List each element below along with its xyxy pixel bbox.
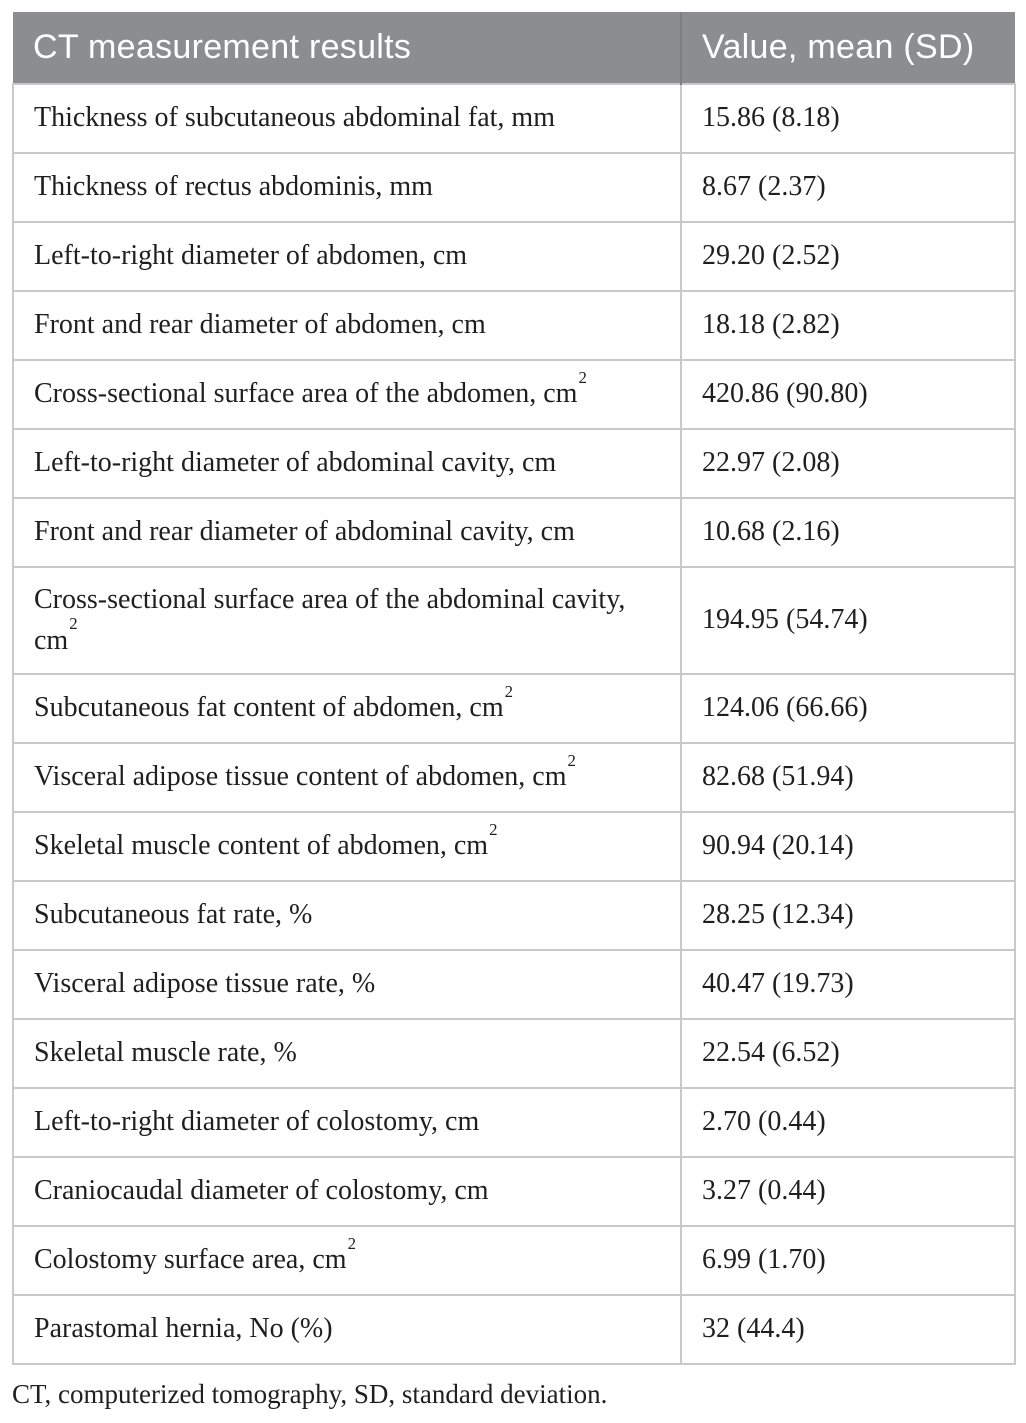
label-text: Parastomal hernia, No (%) bbox=[34, 1313, 333, 1345]
table-row bbox=[13, 1019, 1015, 1088]
table-row bbox=[13, 674, 1015, 743]
measurement-value: 29.20 (2.52) bbox=[681, 222, 1015, 291]
measurement-label bbox=[13, 674, 681, 743]
table-row bbox=[13, 291, 1015, 360]
superscript: 2 bbox=[69, 614, 78, 634]
measurement-label bbox=[13, 498, 681, 567]
column-header-value: Value, mean (SD) bbox=[681, 12, 1015, 84]
measurement-label bbox=[13, 360, 681, 429]
measurement-value: 8.67 (2.37) bbox=[681, 153, 1015, 222]
measurement-value: 32 (44.4) bbox=[681, 1295, 1015, 1364]
measurement-value: 90.94 (20.14) bbox=[681, 812, 1015, 881]
table-row bbox=[13, 429, 1015, 498]
measurement-value: 420.86 (90.80) bbox=[681, 360, 1015, 429]
superscript: 2 bbox=[347, 1233, 356, 1253]
measurement-value: 18.18 (2.82) bbox=[681, 291, 1015, 360]
table-row bbox=[13, 1226, 1015, 1295]
table-row bbox=[13, 881, 1015, 950]
measurement-label bbox=[13, 84, 681, 153]
table-row bbox=[13, 950, 1015, 1019]
table-row bbox=[13, 498, 1015, 567]
label-text: Skeletal muscle content of abdomen, cm bbox=[34, 830, 489, 862]
superscript: 2 bbox=[567, 750, 576, 770]
superscript: 2 bbox=[504, 681, 514, 701]
label-text: Craniocaudal diameter of colostomy, cm bbox=[34, 1175, 489, 1207]
ct-measurements-table bbox=[12, 12, 1016, 1365]
label-text: Visceral adipose tissue rate, % bbox=[34, 968, 376, 1000]
label-text: Thickness of rectus abdominis, mm bbox=[34, 171, 433, 203]
label-text: Front and rear diameter of abdomen, cm bbox=[34, 309, 486, 341]
label-text: Visceral adipose tissue content of abdomen, cm bbox=[34, 761, 567, 793]
label-text: Subcutaneous fat rate, % bbox=[34, 899, 313, 931]
table-row bbox=[13, 360, 1015, 429]
table-row bbox=[13, 812, 1015, 881]
label-text: Skeletal muscle rate, % bbox=[34, 1037, 297, 1069]
measurement-value: 10.68 (2.16) bbox=[681, 498, 1015, 567]
measurement-value: 6.99 (1.70) bbox=[681, 1226, 1015, 1295]
table-row bbox=[13, 567, 1015, 674]
table-footnote: CT, computerized tomography, SD, standard deviation. bbox=[12, 1379, 608, 1409]
table-row bbox=[13, 153, 1015, 222]
measurement-label bbox=[13, 743, 681, 812]
table-row bbox=[13, 1295, 1015, 1364]
label-text: Cross-sectional surface area of the abdomen, cm bbox=[34, 378, 578, 410]
label-text: Left-to-right diameter of abdominal cavity, cm bbox=[34, 447, 557, 479]
measurement-label bbox=[13, 950, 681, 1019]
measurement-value: 40.47 (19.73) bbox=[681, 950, 1015, 1019]
measurement-value: 2.70 (0.44) bbox=[681, 1088, 1015, 1157]
measurement-value: 15.86 (8.18) bbox=[681, 84, 1015, 153]
measurement-label bbox=[13, 1019, 681, 1088]
label-text: Thickness of subcutaneous abdominal fat, mm bbox=[34, 102, 555, 134]
table-row bbox=[13, 1157, 1015, 1226]
label-text: Subcutaneous fat content of abdomen, cm bbox=[34, 692, 504, 724]
label-text: Cross-sectional surface area of the abdominal cavity, cm bbox=[34, 584, 626, 656]
measurement-label bbox=[13, 222, 681, 291]
table-row bbox=[13, 84, 1015, 153]
measurement-value: 28.25 (12.34) bbox=[681, 881, 1015, 950]
label-text: Colostomy surface area, cm bbox=[34, 1244, 347, 1276]
measurement-label bbox=[13, 812, 681, 881]
measurement-label bbox=[13, 291, 681, 360]
measurement-label bbox=[13, 1157, 681, 1226]
measurement-value: 194.95 (54.74) bbox=[681, 567, 1015, 674]
measurement-label bbox=[13, 567, 681, 674]
measurement-value: 3.27 (0.44) bbox=[681, 1157, 1015, 1226]
measurement-value: 22.97 (2.08) bbox=[681, 429, 1015, 498]
measurement-label bbox=[13, 1088, 681, 1157]
table-body bbox=[13, 84, 1015, 1364]
measurement-label bbox=[13, 1226, 681, 1295]
measurement-label bbox=[13, 153, 681, 222]
table-row bbox=[13, 743, 1015, 812]
measurement-label bbox=[13, 881, 681, 950]
measurement-label bbox=[13, 429, 681, 498]
label-text: Left-to-right diameter of abdomen, cm bbox=[34, 240, 468, 272]
table-header bbox=[13, 12, 1015, 84]
label-text: Front and rear diameter of abdominal cavity, cm bbox=[34, 516, 575, 548]
superscript: 2 bbox=[489, 819, 498, 839]
measurement-value: 82.68 (51.94) bbox=[681, 743, 1015, 812]
label-text: Left-to-right diameter of colostomy, cm bbox=[34, 1106, 480, 1138]
table-row bbox=[13, 222, 1015, 291]
column-header-measurement: CT measurement results bbox=[13, 12, 681, 84]
measurement-value: 124.06 (66.66) bbox=[681, 674, 1015, 743]
table-row bbox=[13, 1088, 1015, 1157]
superscript: 2 bbox=[578, 367, 587, 387]
measurement-label bbox=[13, 1295, 681, 1364]
measurement-value: 22.54 (6.52) bbox=[681, 1019, 1015, 1088]
header-row bbox=[13, 12, 1015, 84]
